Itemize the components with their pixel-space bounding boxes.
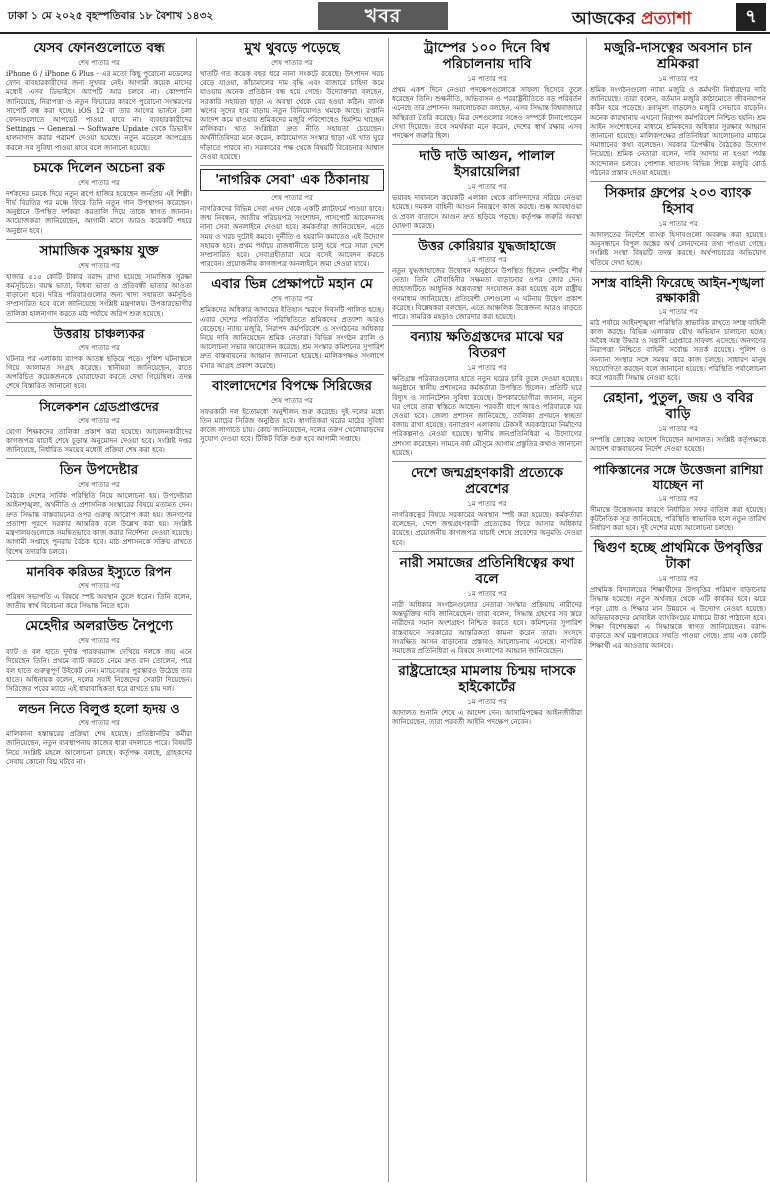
article-headline[interactable]: দেশে জন্মগ্রহণকারী প্রত্যেকে প্রবেশের (410, 465, 564, 498)
article (392, 40, 582, 145)
article-headline[interactable]: রাষ্ট্রদ্রোহের মামলায় চিন্ময় দাসকে হাইকোর্টের (398, 663, 576, 696)
article-body: মালিকানা হস্তান্তরের প্রক্রিয়া শেষ হয়েছে। প্রতিষ্ঠানটির কর্মীরা জানিয়েছেন, নতুন ব্যবস্থাপনায় কাজের ধারা বদলাতে পারে। বিষয়টি নিয়ে সংশ্লিষ্ট মহলে আলোচনা চলছে। কর্তৃপক্ষ বলছে, গ্রাহকদের সেবায় কোনো বিঘ্ন ঘটবে না। (6, 730, 192, 766)
article-body: ঘটনার পর এলাকায় ব্যাপক আতঙ্ক ছড়িয়ে পড়ে। পুলিশ ঘটনাস্থলে গিয়ে আলামত সংগ্রহ করেছে। স্থানীয়রা জানিয়েছেন, রাতে অপরিচিত কয়েকজনকে ঘোরাফেরা করতে দেখা গিয়েছিল। তদন্ত শেষে বিস্তারিত জানানো হবে। (6, 354, 192, 391)
continuation-note: ১ম পাতার পর (658, 494, 698, 503)
continuation-note: শেষ পাতার পর (78, 343, 120, 352)
article (6, 160, 192, 240)
article-body: দর্শকদের চমকে দিয়ে নতুন রূপে হাজির হয়েছেন জনপ্রিয় এই শিল্পী। দীর্ঘ বিরতির পর মঞ্চে ফিরে তিনি নতুন গান উপস্থাপন করেছেন। অনুষ্ঠানে উপস্থিত দর্শকরা করতালি দিয়ে তাকে স্বাগত জানান। আয়োজকরা জানিয়েছেন, আগামী মাসে আরও কয়েকটি শহরে অনুষ্ঠান হবে। (6, 189, 192, 235)
article-headline[interactable]: বাংলাদেশের বিপক্ষে সিরিজের (212, 377, 372, 394)
article-body: প্রাথমিক বিদ্যালয়ের শিক্ষার্থীদের উপবৃত্তির পরিমাণ বাড়ানোর সিদ্ধান্ত হয়েছে। নতুন অর্থবছর থেকে এটি কার্যকর হবে। ঝরে পড়া রোধ ও শিক্ষার মান উন্নয়নে এ উদ্যোগ নেওয়া হয়েছে। অভিভাবকদের মোবাইল ব্যাংকিংয়ের মাধ্যমে টাকা পাঠানো হবে। শিক্ষা বিশেষজ্ঞরা এ সিদ্ধান্তকে স্বাগত জানিয়েছেন। বরাদ্দ বাড়াতে অর্থ মন্ত্রণালয়ের সম্মতি পাওয়া গেছে। প্রায় এক কোটি শিক্ষার্থী এর আওতায় আসবে। (590, 586, 766, 650)
column-3 (392, 38, 582, 1182)
article-headline[interactable]: উত্তরায় চাঞ্চল্যকর (53, 325, 145, 341)
article-body: নতুন যুদ্ধজাহাজের উদ্বোধন অনুষ্ঠানে উপস্থিত ছিলেন দেশটির শীর্ষ নেতা। তিনি নৌবাহিনীর সক্ষমতা বাড়ানোর ওপর জোর দেন। জাহাজটিতে আধুনিক অস্ত্রব্যবস্থা সংযোজন করা হয়েছে বলে রাষ্ট্রীয় গণমাধ্যম জানিয়েছে। প্রতিবেশী দেশগুলো এ ঘটনায় উদ্বেগ প্রকাশ করেছে। বিশ্লেষকরা বলছেন, এতে আঞ্চলিক উত্তেজনা আরও বাড়তে পারে। সামরিক মহড়াও জোরদার করা হয়েছে। (392, 267, 582, 322)
continuation-note: শেষ পাতার পর (78, 416, 120, 425)
logo-accent: প্রত্যাশা (641, 9, 692, 29)
continuation-note: শেষ পাতার পর (78, 581, 120, 590)
continuation-note: ১ম পাতার পর (658, 307, 698, 316)
column-2 (200, 38, 384, 1182)
article-headline[interactable]: সিলেকশন গ্রেডপ্রাপ্তদের (39, 398, 159, 414)
article-body: নাগরিকদের বিভিন্ন সেবা এখন থেকে একটি প্ল্যাটফর্মে পাওয়া যাবে। জন্ম নিবন্ধন, জাতীয় পরিচয়পত্র সংশোধন, পাসপোর্ট আবেদনসহ নানা সেবা অনলাইনে দেওয়া হবে। কর্মকর্তারা জানিয়েছেন, এতে সময় ও খরচ দুটোই কমবে। দুর্নীতি ও হয়রানি কমাতেও এই উদ্যোগ সহায়ক হবে। প্রথম পর্যায়ে রাজধানীতে চালু হয়ে পরে সারা দেশে সম্প্রসারিত হবে। সেবাগ্রহীতারা ঘরে বসেই আবেদন করতে পারবেন। প্রয়োজনীয় কাগজপত্র অনলাইনে জমা দেওয়া যাবে। (200, 205, 384, 269)
article-headline[interactable]: সিকদার গ্রুপের ২০৩ ব্যাংক হিসাব (604, 185, 752, 218)
article-headline[interactable]: মুখ থুবড়ে পড়েছে (244, 40, 340, 56)
article (392, 148, 582, 235)
continuation-note: শেষ পাতার পর (271, 59, 313, 67)
article-body: শ্রমিক সংগঠনগুলো ন্যায্য মজুরি ও কর্মঘণ্টা নির্ধারণের দাবি জানিয়েছে। তারা বলেন, বর্তমান মজুরি কাঠামোতে জীবনযাপন কঠিন হয়ে পড়েছে। দ্রব্যমূল্য বাড়লেও মজুরি সেভাবে বাড়েনি। অনেক কারখানায় এখনো নিরাপদ কর্মপরিবেশ নিশ্চিত হয়নি। শ্রম আইন সংশোধনের মাধ্যমে শ্রমিকদের অধিকার সুরক্ষার আহ্বান জানানো হয়েছে। মালিকপক্ষের প্রতিনিধিরা আলোচনার মাধ্যমে সমাধানের কথা বলেছেন। সরকার ত্রিপক্ষীয় বৈঠকের উদ্যোগ নিয়েছে। শ্রমিক নেতারা বলেন, দাবি আদায় না হওয়া পর্যন্ত আন্দোলন চলবে। পোশাক খাতসহ বিভিন্ন শিল্পে মজুরি বোর্ড গঠনের প্রস্তাব দেওয়া হয়েছে। (590, 86, 766, 177)
article-headline[interactable]: লন্ডন নিতে বিলুপ্ত হলো হৃদয় ও (18, 701, 180, 717)
article-headline[interactable]: তিন উপদেষ্টার (59, 462, 139, 479)
continuation-note: শেষ পাতার পর (78, 178, 120, 187)
article (6, 243, 192, 323)
column-divider (388, 38, 389, 1182)
article (392, 555, 582, 660)
article-body: পরিষদ সভাপতি এ বিষয়ে স্পষ্ট অবস্থান তুলে ধরেন। তিনি বলেন, জাতীয় স্বার্থ বিবেচনা করে সিদ্ধান্ত নিতে হবে। (6, 592, 192, 610)
continuation-note: ১ম পাতার পর (467, 500, 507, 509)
article-headline[interactable]: পাকিস্তানের সঙ্গে উত্তেজনা রাশিয়া যাচ্ছেন না (593, 461, 763, 492)
article-body: সম্পত্তি ক্রোকের আদেশ দিয়েছেন আদালত। সংশ্লিষ্ট কর্তৃপক্ষকে আদেশ বাস্তবায়নের নির্দেশ দেওয়া হয়েছে। (590, 436, 766, 454)
article (6, 399, 192, 460)
continuation-note: ১ম পাতার পর (658, 220, 698, 229)
article-body: যোগ্য শিক্ষকদের তালিকা প্রকাশ করা হয়েছে। আবেদনকারীদের কাগজপত্র যাচাই শেষে চূড়ান্ত অনুমোদন দেওয়া হবে। সংশ্লিষ্ট দপ্তর জানিয়েছে, নির্ধারিত সময়ের মধ্যেই প্রক্রিয়া শেষ করা হবে। (6, 427, 192, 455)
article (6, 462, 192, 560)
article (590, 185, 766, 272)
article-headline[interactable]: দ্বিগুণ হচ্ছে প্রাথমিকে উপবৃত্তির টাকা (593, 540, 763, 573)
article-headline[interactable]: দাউ দাউ আগুন, পালাল ইসরায়েলিরা (419, 148, 555, 181)
column-divider (196, 38, 197, 1182)
article-headline[interactable]: মেহেদীর অলরাউন্ড নৈপুণ্যে (25, 618, 173, 635)
article-body: খাতটি গত কয়েক বছর ধরে নানা সংকটে রয়েছে। উৎপাদন খরচ বেড়ে যাওয়া, কাঁচামালের দাম বৃদ্ধি এবং বাজারে চাহিদা কমে যাওয়ায় অনেক প্রতিষ্ঠান বন্ধ হয়ে গেছে। উদ্যোক্তারা বলছেন, সরকারি সহায়তা ছাড়া এ অবস্থা থেকে বের হওয়া কঠিন। ব্যাংক ঋণের সুদের হার বাড়ায় নতুন বিনিয়োগও থমকে আছে। রপ্তানি আদেশ কমে যাওয়ায় শ্রমিকদের মজুরি পরিশোধেও হিমশিম খাচ্ছেন মালিকরা। খাত সংশ্লিষ্টরা দ্রুত নীতি সহায়তা চেয়েছেন। অর্থনীতিবিদরা মনে করেন, কাঠামোগত সংস্কার ছাড়া এই খাত ঘুরে দাঁড়াতে পারবে না। সরকারের পক্ষ থেকে বিষয়টি বিবেচনার আশ্বাস দেওয়া হয়েছে। (200, 70, 384, 161)
article-body: ক্ষতিগ্রস্ত পরিবারগুলোর হাতে নতুন ঘরের চাবি তুলে দেওয়া হয়েছে। অনুষ্ঠানে স্থানীয় প্রশাসনের কর্মকর্তারা উপস্থিত ছিলেন। প্রতিটি ঘরে বিদ্যুৎ ও স্যানিটেশন সুবিধা রয়েছে। উপকারভোগীরা জানান, নতুন ঘর পেয়ে তারা স্বস্তিতে আছেন। পরবর্তী ধাপে আরও পরিবারকে ঘর দেওয়া হবে। জেলা প্রশাসন জানিয়েছে, তালিকা প্রণয়নে স্বচ্ছতা বজায় রাখা হয়েছে। বন্যাপ্রবণ এলাকায় টেকসই অবকাঠামো নির্মাণের পরিকল্পনাও নেওয়া হয়েছে। স্থানীয় জনপ্রতিনিধিরা এ উদ্যোগের প্রশংসা করেছেন। সামনে বর্ষা মৌসুমে আগাম প্রস্তুতির কথাও জানানো হয়েছে। (392, 375, 582, 457)
article-headline[interactable]: নারী সমাজের প্রতিনিধিত্বের কথা বলে (399, 554, 575, 587)
article (200, 276, 384, 374)
continuation-note: ১ম পাতার পর (658, 75, 698, 83)
article (6, 701, 192, 770)
article (590, 390, 766, 458)
article-headline[interactable]: মজুরি-দাসত্বের অবসান চান শ্রমিকরা (604, 40, 752, 72)
article-headline[interactable]: এবার ভিন্ন প্রেক্ষাপটে মহান মে (211, 276, 373, 293)
continuation-note: শেষ পাতার পর (78, 261, 120, 270)
article (392, 238, 582, 326)
article-headline[interactable]: ট্রাম্পের ১০০ দিনে বিশ্ব পরিচালনায় দাবি (424, 40, 550, 72)
article-headline[interactable]: যেসব ফোনগুলোতে বন্ধ (33, 40, 165, 56)
column-divider (586, 38, 587, 1182)
article (6, 564, 192, 615)
article-body: নারী অধিকার সংগঠনগুলোর নেতারা সংস্কার প্রক্রিয়ায় নারীদের অন্তর্ভুক্তির দাবি জানিয়েছেন। তারা বলেন, সিদ্ধান্ত গ্রহণের সব স্তরে নারীদের সমান অংশগ্রহণ নিশ্চিত করতে হবে। কমিশনের সুপারিশ বাস্তবায়নে সরকারের আন্তরিকতা কামনা করেন তারা। সংসদে সংরক্ষিত আসন বাড়ানোর প্রস্তাবও আলোচনায় এসেছে। নাগরিক সমাজের প্রতিনিধিরা এ বিষয়ে সংলাপের আহ্বান জানিয়েছেন। (392, 600, 582, 655)
article (590, 540, 766, 653)
continuation-note: শেষ পাতার পর (271, 194, 313, 203)
newspaper-logo (572, 6, 691, 34)
article (590, 40, 766, 182)
masthead (0, 0, 770, 34)
article-body: ব্যাট ও বল হাতে দুর্দান্ত পারফরম্যান্স দেখিয়ে দলকে জয় এনে দিয়েছেন তিনি। প্রথমে ব্যাট করতে নেমে দ্রুত রান তোলেন, পরে বল হাতে গুরুত্বপূর্ণ উইকেট নেন। ম্যাচসেরার পুরস্কারও উঠেছে তার হাতে। অধিনায়ক বলেন, দলের সবাই নিজেদের সেরাটা দিয়েছেন। সিরিজের পরের ম্যাচে এই ধারাবাহিকতা ধরে রাখতে চায় দল। (6, 648, 192, 693)
article-headline[interactable]: উত্তর কোরিয়ার যুদ্ধজাহাজে (418, 238, 556, 254)
article-headline[interactable]: বন্যায় ক্ষতিগ্রস্তদের মাঝে ঘর বিতরণ (410, 329, 564, 362)
article-body: সীমান্তে উত্তেজনার কারণে নির্ধারিত সফর বাতিল করা হয়েছে। কূটনৈতিক সূত্র জানিয়েছে, পরিস্থিতি স্বাভাবিক হলে নতুন তারিখ নির্ধারণ করা হবে। দুই দেশের মধ্যে আলোচনা চলছে। (590, 505, 766, 533)
continuation-note: ১ম পাতার পর (658, 425, 698, 434)
article (6, 40, 192, 157)
article-body: বৈঠকে দেশের সার্বিক পরিস্থিতি নিয়ে আলোচনা হয়। উপদেষ্টারা আইনশৃঙ্খলা, অর্থনীতি ও প্রশাসনিক সংস্কারের বিষয়ে মতামত দেন। দ্রুত সিদ্ধান্ত বাস্তবায়নের ওপর গুরুত্ব আরোপ করা হয়। জনগণের প্রত্যাশা পূরণে সরকার আন্তরিক বলে উল্লেখ করা হয়। সংশ্লিষ্ট মন্ত্রণালয়গুলোকে সমন্বিতভাবে কাজ করার নির্দেশনা দেওয়া হয়েছে। আগামী সপ্তাহে পুনরায় বৈঠক হবে। মাঠ প্রশাসনকে সক্রিয় রাখতে বিশেষ তদারকি চলবে। (6, 492, 192, 556)
continuation-note: শেষ পাতার পর (78, 637, 120, 646)
continuation-note: ১ম পাতার পর (467, 698, 507, 707)
continuation-note: ১ম পাতার পর (467, 256, 507, 265)
article-body: শ্রমিকদের অধিকার আদায়ের ইতিহাস স্মরণে দিবসটি পালিত হচ্ছে। এবার দেশের পরিবর্তিত পরিস্থিতিতে শ্রমিকদের প্রত্যাশা আরও বেড়েছে। ন্যায্য মজুরি, নিরাপদ কর্মপরিবেশ ও সংগঠনের অধিকার নিয়ে দাবি জানিয়েছেন শ্রমিক নেতারা। বিভিন্ন সংগঠন র‍্যালি ও আলোচনা সভার আয়োজন করেছে। শ্রম সংস্কার কমিশনের সুপারিশ দ্রুত বাস্তবায়নের আহ্বান জানানো হয়েছে। মালিকপক্ষও সংলাপে বসার আগ্রহ প্রকাশ করেছে। (200, 306, 384, 370)
section-title: খবর (318, 2, 448, 30)
article-body: হাজার ৫১৫ কোটি টাকার বরাদ্দ রাখা হয়েছে সামাজিক সুরক্ষা কর্মসূচিতে। বয়স্ক ভাতা, বিধবা ভাতা ও প্রতিবন্ধী ভাতার আওতা বাড়ানো হবে। দরিদ্র পরিবারগুলোর জন্য খাদ্য সহায়তা কর্মসূচিও সম্প্রসারিত হবে বলে জানিয়েছে সংশ্লিষ্ট মন্ত্রণালয়। উপকারভোগীর তালিকা হালনাগাদ করতে মাঠ পর্যায়ে জরিপ শুরু হয়েছে। (6, 272, 192, 318)
continuation-note: শেষ পাতার পর (78, 481, 120, 490)
article (6, 618, 192, 698)
article (590, 275, 766, 387)
page-number: ৭ (736, 3, 766, 31)
article (392, 329, 582, 462)
article-headline[interactable]: সামাজিক সুরক্ষায় যুক্ত (39, 242, 159, 259)
continuation-note: শেষ পাতার পর (271, 396, 313, 405)
article-body: মাঠ পর্যায়ে আইনশৃঙ্খলা পরিস্থিতি স্বাভাবিক রাখতে সশস্ত্র বাহিনী কাজ করছে। বিভিন্ন এলাকায় যৌথ অভিযান চালানো হচ্ছে। অবৈধ অস্ত্র উদ্ধার ও সন্ত্রাসী গ্রেপ্তারে সাফল্য এসেছে। জনগণের নিরাপত্তা নিশ্চিতে বাহিনী সর্বোচ্চ সতর্ক রয়েছে। পুলিশ ও অন্যান্য সংস্থার সঙ্গে সমন্বয় করে কাজ চলছে। সাধারণ মানুষ সহযোগিতা করছেন বলে জানানো হয়েছে। পরিস্থিতি পর্যালোচনা করে পরবর্তী সিদ্ধান্ত নেওয়া হবে। (590, 318, 766, 383)
issue-date: ঢাকা ১ মে ২০২৫ বৃহস্পতিবার ১৮ বৈশাখ ১৪৩২ (8, 10, 214, 22)
article-body: iPhone 6 / iPhone 6 Plus - এর মতো কিছু পুরোনো মডেলের ফোন ব্যবহারকারীদের জন্য সুখবর নেই। আগামী কয়েক মাসের মধ্যেই এসব ডিভাইসে অ্যাপটি আর চলবে না। কোম্পানি জানিয়েছে, নিরাপত্তা ও নতুন ফিচারের কারণে পুরোনো সংস্করণের সাপোর্ট বন্ধ করা হচ্ছে। iOS 12 বা তার আগের ভার্সনে চলা ফোনগুলোতে আপডেট পাওয়া যাবে না। ব্যবহারকারীদের Settings → General → Software Update থেকে ডিভাইস হালনাগাদ করার পরামর্শ দেওয়া হয়েছে। নতুন মডেলে আপগ্রেড করলে সব সুবিধা পাওয়া যাবে বলে জানানো হয়েছে। (6, 70, 192, 152)
column-4 (590, 38, 766, 1182)
article (392, 663, 582, 730)
article-body: ভয়াবহ দাবানলে কয়েকটি এলাকা থেকে বাসিন্দাদের সরিয়ে নেওয়া হয়েছে। দমকল বাহিনী আগুন নিয়ন্ত্রণে কাজ করছে। শুষ্ক আবহাওয়া ও প্রবল বাতাসে আগুন দ্রুত ছড়িয়ে পড়ছে। কর্তৃপক্ষ জরুরি অবস্থা ঘোষণা করেছে। (392, 194, 582, 230)
continuation-note: শেষ পাতার পর (271, 295, 313, 304)
article-body: আদালতের নির্দেশে ব্যাংক হিসাবগুলো অবরুদ্ধ করা হয়েছে। অনুসন্ধানে বিপুল অঙ্কের অর্থ লেনদেনের তথ্য পাওয়া গেছে। সংশ্লিষ্ট সংস্থা বিষয়টি তদন্ত করছে। অর্থপাচারের অভিযোগ খতিয়ে দেখা হচ্ছে। (590, 231, 766, 267)
article-body: নাগরিকত্বের বিষয়ে সরকারের অবস্থান স্পষ্ট করা হয়েছে। কর্মকর্তারা বলেছেন, দেশে জন্মগ্রহণকারী প্রত্যেকের ফিরে আসার অধিকার রয়েছে। প্রয়োজনীয় কাগজপত্র যাচাই শেষে প্রবেশের অনুমতি দেওয়া হবে। (392, 511, 582, 547)
continuation-note: ১ম পাতার পর (467, 589, 507, 598)
article-body: সফরকারী দল ইতোমধ্যে অনুশীলন শুরু করেছে। দুই দলের মধ্যে তিন ম্যাচের সিরিজ অনুষ্ঠিত হবে। স্বাগতিকরা ঘরের মাঠের সুবিধা কাজে লাগাতে চায়। কোচ জানিয়েছেন, দলের তরুণ খেলোয়াড়দের সুযোগ দেওয়া হবে। টিকিট বিক্রি শুরু হবে আগামী সপ্তাহে। (200, 407, 384, 444)
logo-prefix: আজকের (572, 9, 642, 29)
article-headline[interactable]: চমকে দিলেন অচেনা রক (33, 159, 165, 176)
article (392, 465, 582, 552)
article-headline[interactable]: রেহানা, পুতুল, জয় ও ববির বাড়ি (602, 390, 754, 423)
article (200, 169, 384, 273)
continuation-note: শেষ পাতার পর (78, 59, 120, 67)
continuation-note: শেষ পাতার পর (78, 719, 120, 728)
article (200, 40, 384, 166)
article (200, 378, 384, 448)
article-body: আদালত শুনানি শেষে এ আদেশ দেন। আসামিপক্ষের আইনজীবীরা জানিয়েছেন, তারা পরবর্তী আইনি পদক্ষেপ নেবেন। (392, 709, 582, 727)
continuation-note: ১ম পাতার পর (658, 575, 698, 584)
article-headline[interactable]: 'নাগরিক সেবা' এক ঠিকানায় (200, 169, 384, 191)
continuation-note: ১ম পাতার পর (467, 75, 507, 83)
continuation-note: ১ম পাতার পর (467, 364, 507, 373)
article-headline[interactable]: মানবিক করিডর ইস্যুতে রিপন (26, 563, 172, 579)
continuation-note: ১ম পাতার পর (467, 183, 507, 192)
article (6, 326, 192, 396)
article (590, 462, 766, 538)
article-body: প্রথম একশ দিনে নেওয়া পদক্ষেপগুলোকে সাফল্য হিসেবে তুলে ধরেছেন তিনি। শুল্কনীতি, অভিবাসন ও পররাষ্ট্রনীতিতে বড় পরিবর্তন এনেছে তার প্রশাসন। সমালোচকরা বলছেন, এসব সিদ্ধান্ত বিশ্ববাজারে অস্থিরতা তৈরি করেছে। মিত্র দেশগুলোর সঙ্গেও সম্পর্কে টানাপোড়েন দেখা দিয়েছে। তবে সমর্থকরা মনে করেন, দেশের স্বার্থ রক্ষায় এসব পদক্ষেপ জরুরি ছিল। (392, 86, 582, 141)
column-1 (6, 38, 192, 1182)
article-headline[interactable]: সশস্ত্র বাহিনী ফিরেছে আইন-শৃঙ্খলা রক্ষাকারী (591, 274, 765, 305)
